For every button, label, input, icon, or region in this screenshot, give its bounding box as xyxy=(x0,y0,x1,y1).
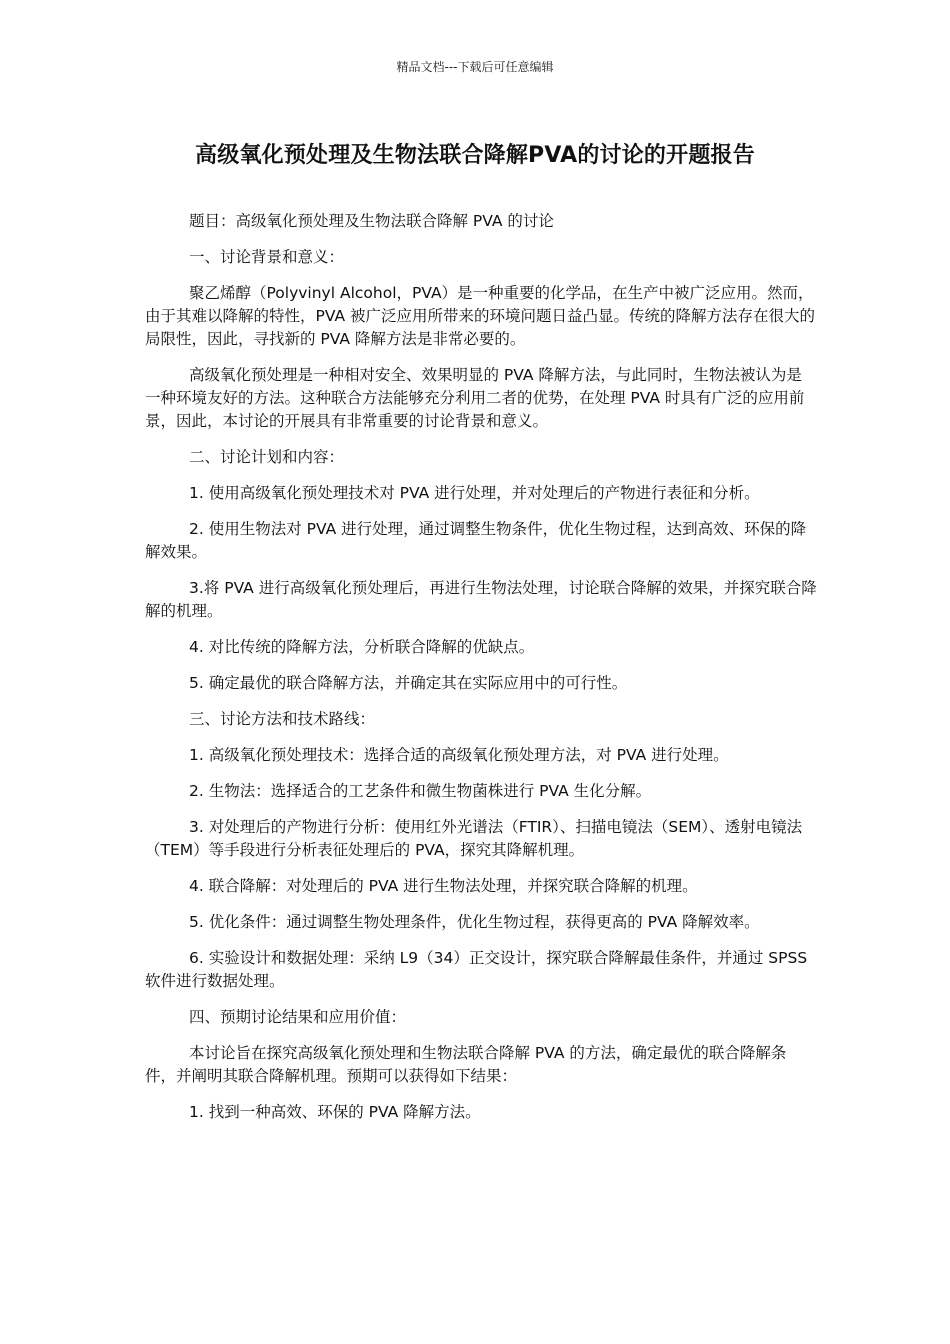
paragraph-topic: 题目：高级氧化预处理及生物法联合降解 PVA 的讨论 xyxy=(189,212,554,230)
method-item-2: 2. 生物法：选择适合的工艺条件和微生物菌株进行 PVA 生化分解。 xyxy=(189,782,652,800)
header-note: 精品文档---下载后可任意编辑 xyxy=(396,60,554,74)
method-item-3: 3. 对处理后的产物进行分析：使用红外光谱法（FTIR）、扫描电镜法（SEM）、透射电镜法（TEM）等手段进行分析表征处理后的 PVA，探究其降解机理。 xyxy=(145,818,803,859)
plan-item-3: 3.将 PVA 进行高级氧化预处理后，再进行生物法处理，讨论联合降解的效果，并探究联合降解的机理。 xyxy=(145,579,817,620)
result-item-1: 1. 找到一种高效、环保的 PVA 降解方法。 xyxy=(189,1103,481,1121)
plan-item-4: 4. 对比传统的降解方法，分析联合降解的优缺点。 xyxy=(189,638,535,656)
plan-item-5: 5. 确定最优的联合降解方法，并确定其在实际应用中的可行性。 xyxy=(189,674,628,692)
method-item-6: 6. 实验设计和数据处理：采纳 L9（34）正交设计，探究联合降解最佳条件，并通过 SPSS 软件进行数据处理。 xyxy=(145,949,808,990)
document-title: 高级氧化预处理及生物法联合降解PVA的讨论的开题报告 xyxy=(195,143,755,168)
method-item-4: 4. 联合降解：对处理后的 PVA 进行生物法处理，并探究联合降解的机理。 xyxy=(189,877,698,895)
method-item-1: 1. 高级氧化预处理技术：选择合适的高级氧化预处理方法，对 PVA 进行处理。 xyxy=(189,746,729,764)
section-heading-plan: 二、讨论计划和内容： xyxy=(189,448,345,466)
method-item-5: 5. 优化条件：通过调整生物处理条件，优化生物过程，获得更高的 PVA 降解效率。 xyxy=(189,913,760,931)
paragraph-pva-intro: 聚乙烯醇（Polyvinyl Alcohol，PVA）是一种重要的化学品，在生产中被广泛应用。然而，由于其难以降解的特性，PVA 被广泛应用所带来的环境问题日益凸显。传统的降解方法存在很大的局限性，因此，寻找新的 PVA 降解方法是非常必要的。 xyxy=(145,284,815,348)
document-body xyxy=(145,210,817,1137)
paragraph-combined-method: 高级氧化预处理是一种相对安全、效果明显的 PVA 降解方法，与此同时，生物法被认为是一种环境友好的方法。这种联合方法能够充分利用二者的优势，在处理 PVA 时具有广泛的应用前景，因此，本讨论的开展具有非常重要的讨论背景和意义。 xyxy=(145,366,805,430)
paragraph-results-intro: 本讨论旨在探究高级氧化预处理和生物法联合降解 PVA 的方法，确定最优的联合降解条件，并阐明其联合降解机理。预期可以获得如下结果： xyxy=(145,1044,787,1085)
section-heading-methods: 三、讨论方法和技术路线： xyxy=(189,710,376,728)
plan-item-1: 1. 使用高级氧化预处理技术对 PVA 进行处理，并对处理后的产物进行表征和分析。 xyxy=(189,484,760,502)
section-heading-background: 一、讨论背景和意义： xyxy=(189,248,345,266)
section-heading-results: 四、预期讨论结果和应用价值： xyxy=(189,1008,407,1026)
plan-item-2: 2. 使用生物法对 PVA 进行处理，通过调整生物条件，优化生物过程，达到高效、环保的降解效果。 xyxy=(145,520,807,561)
